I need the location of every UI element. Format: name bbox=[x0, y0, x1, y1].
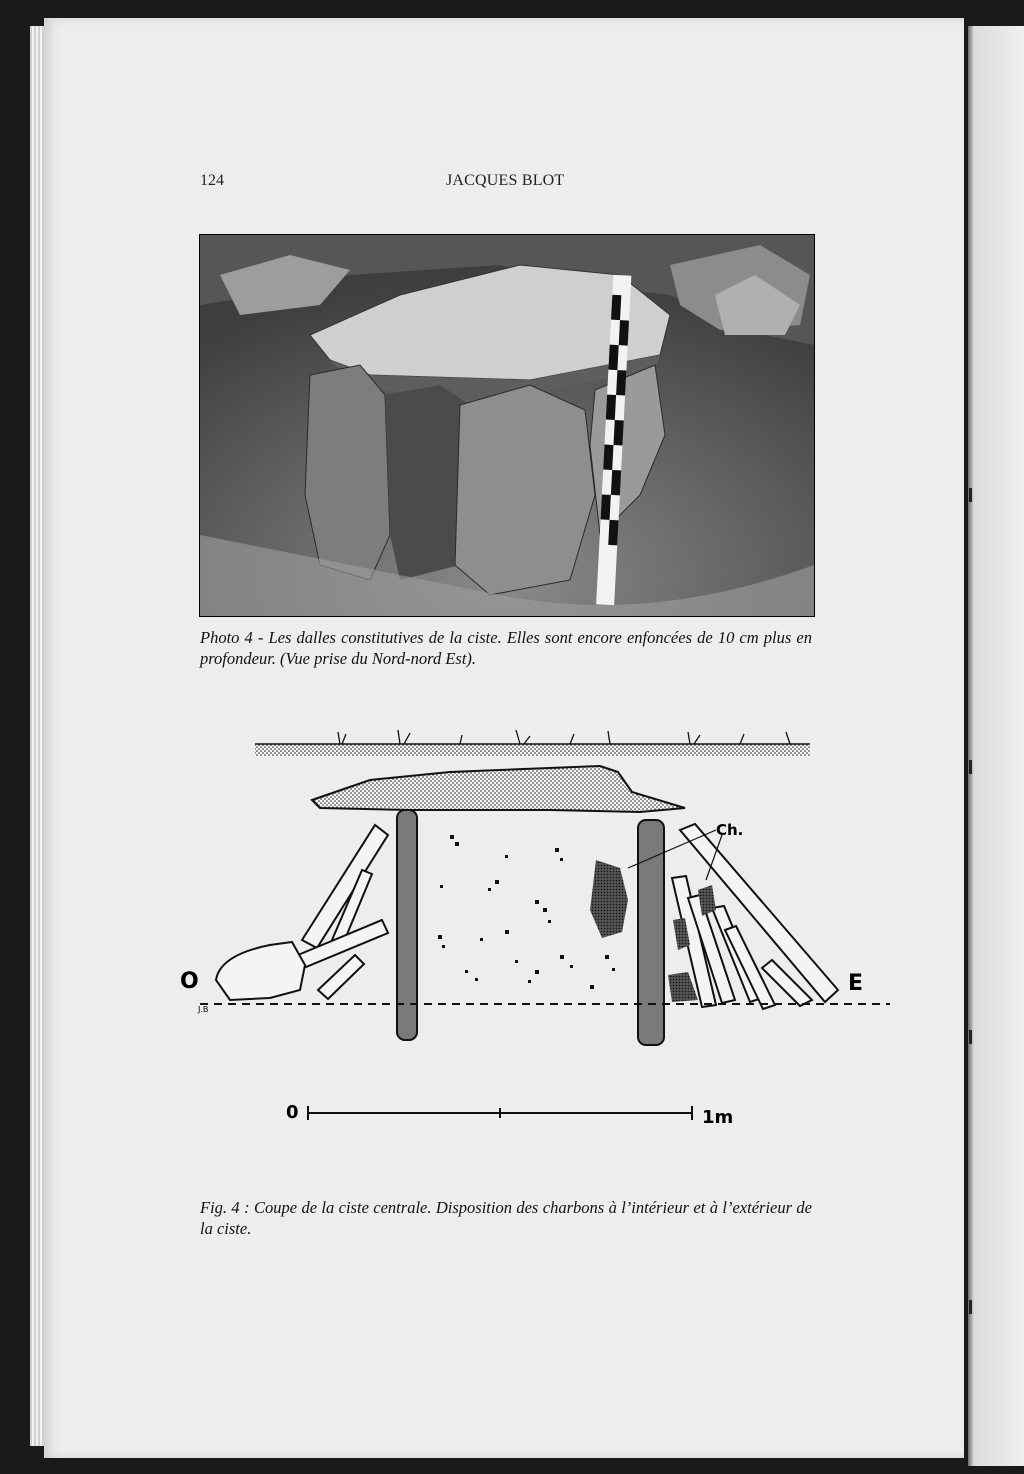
scale-bar bbox=[286, 1102, 733, 1128]
page-number: 124 bbox=[200, 172, 224, 189]
west-label: O bbox=[180, 969, 199, 994]
figure-caption: Fig. 4 : Coupe de la ciste centrale. Disposition des charbons à l’intérieur et à l’extérieur de la ciste. bbox=[200, 1198, 812, 1238]
scale-end: 1m bbox=[702, 1107, 734, 1128]
facing-page-edge bbox=[968, 26, 1024, 1466]
charcoal-deposits bbox=[438, 835, 628, 989]
scale-start: 0 bbox=[286, 1102, 299, 1123]
drafter-initials: J.B bbox=[198, 1005, 209, 1014]
cist-section-drawing bbox=[150, 720, 900, 1140]
west-upright-slab bbox=[397, 810, 417, 1040]
east-leaning-slabs bbox=[672, 824, 838, 1009]
cist-photograph bbox=[199, 234, 815, 617]
west-leaning-slabs bbox=[216, 825, 388, 1000]
page-header bbox=[200, 172, 812, 192]
running-head: JACQUES BLOT bbox=[446, 172, 565, 189]
photo-caption: Photo 4 - Les dalles constitutives de la ciste. Elles sont encore enfoncées de 10 cm plus en profondeur. (Vue prise du Nord-nord Est). bbox=[200, 628, 812, 668]
charcoal-label: Ch. bbox=[716, 821, 744, 839]
capstone bbox=[312, 766, 685, 812]
east-label: E bbox=[848, 971, 864, 996]
ground-surface bbox=[255, 730, 810, 756]
